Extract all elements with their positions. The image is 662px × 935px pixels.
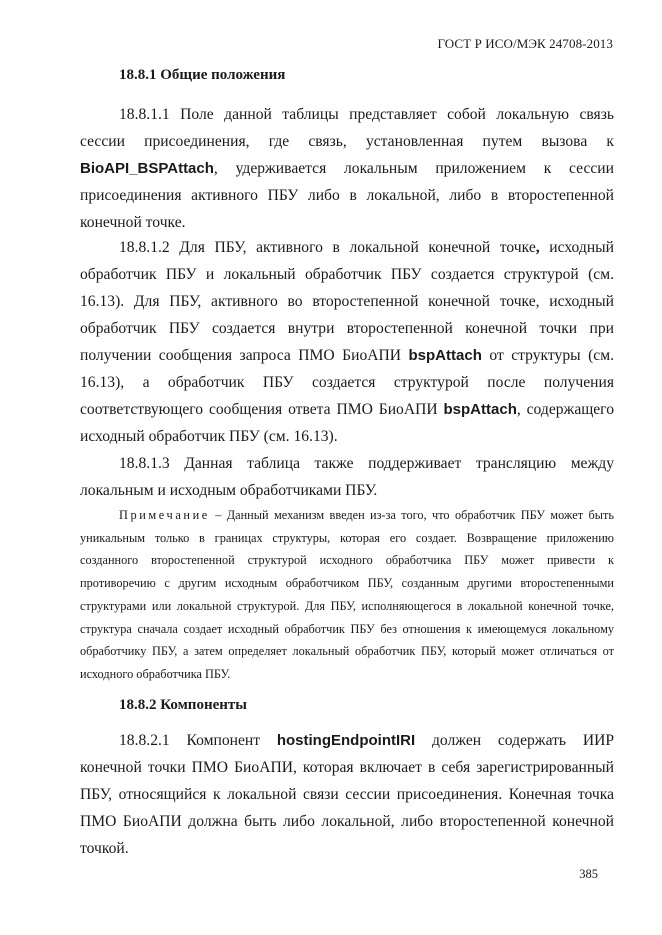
bold-comma: , <box>535 239 540 256</box>
note-label: Примечание <box>119 508 210 522</box>
clause-number: 18.8.1.3 <box>119 455 170 472</box>
paragraph-text: должен содержать ИИР конечной точки ПМО БиоАПИ, которая включает в себя зарегистрированный ПБУ, относящийся к локальной связи сессии присоединения. Конечная точка ПМО БиоАПИ должна быть либо локальной, либо второстепенной конечной точкой. <box>80 732 615 857</box>
section-title-components: 18.8.2 Компоненты <box>119 697 247 713</box>
paragraph-text: от структуры (см. 16.13), а обработчик ПБУ создается структурой после получения соответствующего сообщения ответа ПМО БиоАПИ <box>80 347 614 418</box>
paragraph-text: , удерживается локальным приложением к сессии присоединения активного ПБУ либо в локальной, либо в второстепенной конечной точке. <box>80 160 614 231</box>
code-term-bspattach: bspAttach <box>408 347 482 364</box>
note-block <box>80 504 614 686</box>
paragraph-18-8-2-1 <box>80 727 614 862</box>
paragraph-text: Компонент <box>169 732 277 749</box>
clause-number: 18.8.2.1 <box>119 732 170 749</box>
paragraph-text: Данная таблица также поддерживает трансляцию между локальным и исходным обработчиками ПБУ. <box>80 455 614 499</box>
paragraph-18-8-1-3 <box>80 450 614 504</box>
paragraph-18-8-1-2 <box>80 234 614 450</box>
page-number: 385 <box>579 867 598 881</box>
note-text: – Данный механизм введен из-за того, что обработчик ПБУ может быть уникальным только в границах структуры, которая его создает. Возвращение приложению созданного второстепенной структурой исходного обработчика ПБУ может привести к противоречию с другим исходным обработчиком ПБУ, созданным другими второстепенными структурами или локальной структурой. Для ПБУ, исполняющегося в локальной конечной точке, структура сначала создает исходный обработчик ПБУ без отношения к имеющемуся локальному обработчику ПБУ, а затем определяет локальный обработчик ПБУ, который может отличаться от исходного обработчика ПБУ. <box>80 508 614 681</box>
clause-number: 18.8.1.1 <box>119 106 170 123</box>
paragraph-text: исходный обработчик ПБУ и локальный обработчик ПБУ создается структурой (см. 16.13). Для ПБУ, активного во второстепенной конечной точке, исходный обработчик ПБУ создается внутри второстепенной конечной точки при получении сообщения запроса ПМО БиоАПИ <box>80 239 614 364</box>
code-term-bspattach: bspAttach <box>443 401 517 418</box>
section-title-general: 18.8.1 Общие положения <box>119 67 286 83</box>
document-header: ГОСТ Р ИСО/МЭК 24708-2013 <box>437 36 613 51</box>
paragraph-text: , содержащего исходный обработчик ПБУ (см. 16.13). <box>80 401 614 445</box>
clause-number: 18.8.1.2 <box>119 239 170 256</box>
paragraph-text: Поле данной таблицы представляет собой локальную связь сессии присоединения, где связь, установленная путем вызова к <box>80 106 614 150</box>
code-term-hostingendpointiri: hostingEndpointIRI <box>276 732 416 749</box>
paragraph-text: Для ПБУ, активного в локальной конечной точке <box>169 239 536 256</box>
paragraph-18-8-1-1 <box>80 101 614 236</box>
code-term-bioapi-bspattach: BioAPI_BSPAttach <box>80 160 214 177</box>
